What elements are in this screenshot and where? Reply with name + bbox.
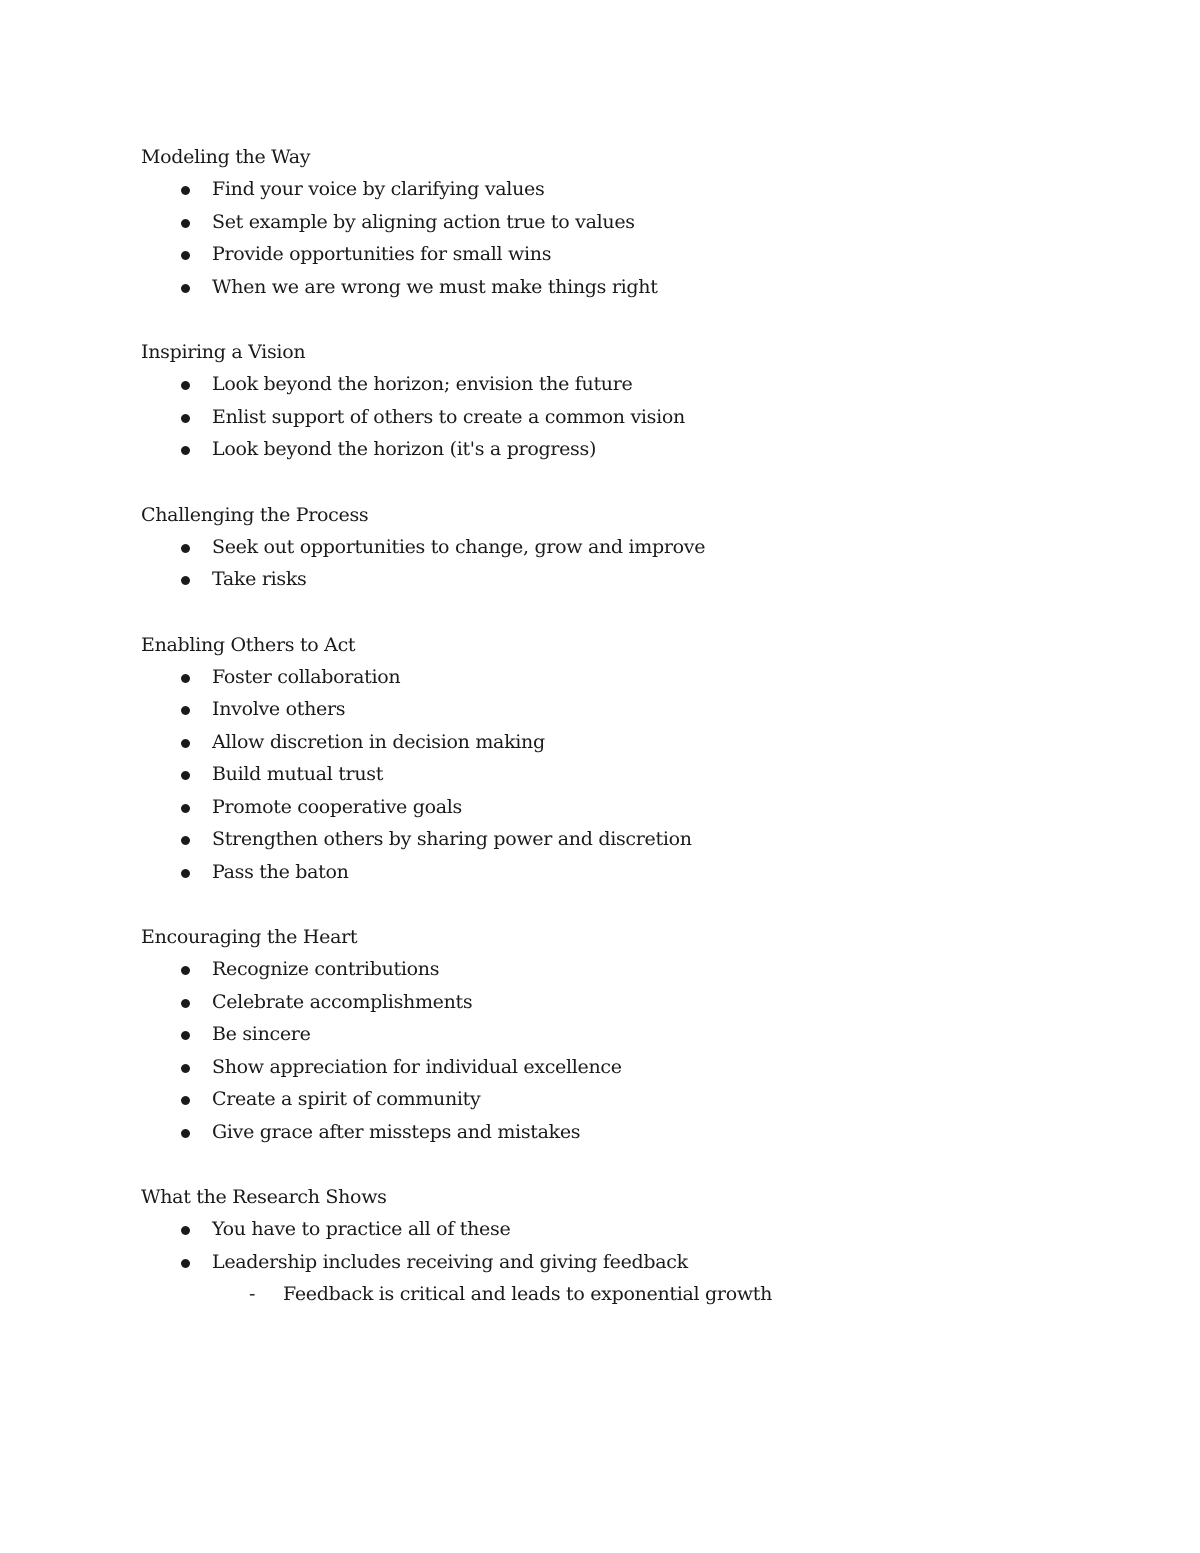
bullet-icon <box>181 869 190 878</box>
list-item: You have to practice all of these <box>141 1213 1041 1246</box>
bullet-icon <box>181 1259 190 1268</box>
section-heading: Modeling the Way <box>141 146 311 168</box>
list-item: Leadership includes receiving and giving feedback <box>141 1246 1041 1279</box>
list-item: Enlist support of others to create a common vision <box>141 401 1041 434</box>
list-item: Show appreciation for individual excellence <box>141 1051 1041 1084</box>
dash-icon: - <box>249 1283 256 1305</box>
list-item: Involve others <box>141 693 1041 726</box>
list-item: Give grace after missteps and mistakes <box>141 1116 1041 1149</box>
section-heading: Encouraging the Heart <box>141 926 358 948</box>
bullet-icon <box>181 999 190 1008</box>
section-modeling-the-way <box>141 141 1041 303</box>
bullet-icon <box>181 284 190 293</box>
section-encouraging-the-heart <box>141 921 1041 1148</box>
bullet-icon <box>181 739 190 748</box>
document-page <box>141 141 1041 1344</box>
section-heading: Enabling Others to Act <box>141 633 356 656</box>
list-item: Set example by aligning action true to values <box>141 206 1041 239</box>
section-heading: What the Research Shows <box>141 1186 387 1208</box>
section-heading: Inspiring a Vision <box>141 341 306 363</box>
bullet-icon <box>181 576 190 585</box>
list-item: Seek out opportunities to change, grow and improve <box>141 531 1041 564</box>
bullet-icon <box>181 1031 190 1040</box>
section-enabling-others-to-act <box>141 629 1041 889</box>
list-item: Pass the baton <box>141 856 1041 889</box>
list-item: Find your voice by clarifying values <box>141 173 1041 206</box>
list-item: Take risks <box>141 563 1041 596</box>
bullet-icon <box>181 804 190 813</box>
bullet-icon <box>181 836 190 845</box>
bullet-icon <box>181 674 190 683</box>
list-item: Celebrate accomplishments <box>141 986 1041 1019</box>
bullet-icon <box>181 381 190 390</box>
bullet-icon <box>181 1129 190 1138</box>
list-item: Build mutual trust <box>141 758 1041 791</box>
section-what-the-research-shows <box>141 1181 1041 1311</box>
bullet-icon <box>181 1226 190 1235</box>
list-item: Provide opportunities for small wins <box>141 238 1041 271</box>
bullet-icon <box>181 1096 190 1105</box>
list-item: Strengthen others by sharing power and discretion <box>141 823 1041 856</box>
bullet-icon <box>181 219 190 228</box>
bullet-icon <box>181 771 190 780</box>
list-item: Recognize contributions <box>141 953 1041 986</box>
section-inspiring-a-vision <box>141 336 1041 466</box>
list-item: Allow discretion in decision making <box>141 726 1041 759</box>
bullet-icon <box>181 446 190 455</box>
list-item: Foster collaboration <box>141 661 1041 694</box>
section-challenging-the-process <box>141 499 1041 596</box>
bullet-icon <box>181 186 190 195</box>
bullet-icon <box>181 706 190 715</box>
bullet-icon <box>181 544 190 553</box>
bullet-icon <box>181 966 190 975</box>
list-item: When we are wrong we must make things right <box>141 271 1041 304</box>
list-item: Look beyond the horizon; envision the future <box>141 368 1041 401</box>
section-heading: Challenging the Process <box>141 503 369 526</box>
list-item: Create a spirit of community <box>141 1083 1041 1116</box>
list-item: Promote cooperative goals <box>141 791 1041 824</box>
bullet-icon <box>181 251 190 260</box>
bullet-icon <box>181 414 190 423</box>
sub-list-item: - Feedback is critical and leads to exponential growth <box>141 1278 1041 1311</box>
list-item: Be sincere <box>141 1018 1041 1051</box>
bullet-icon <box>181 1064 190 1073</box>
list-item: Look beyond the horizon (it's a progress) <box>141 433 1041 466</box>
